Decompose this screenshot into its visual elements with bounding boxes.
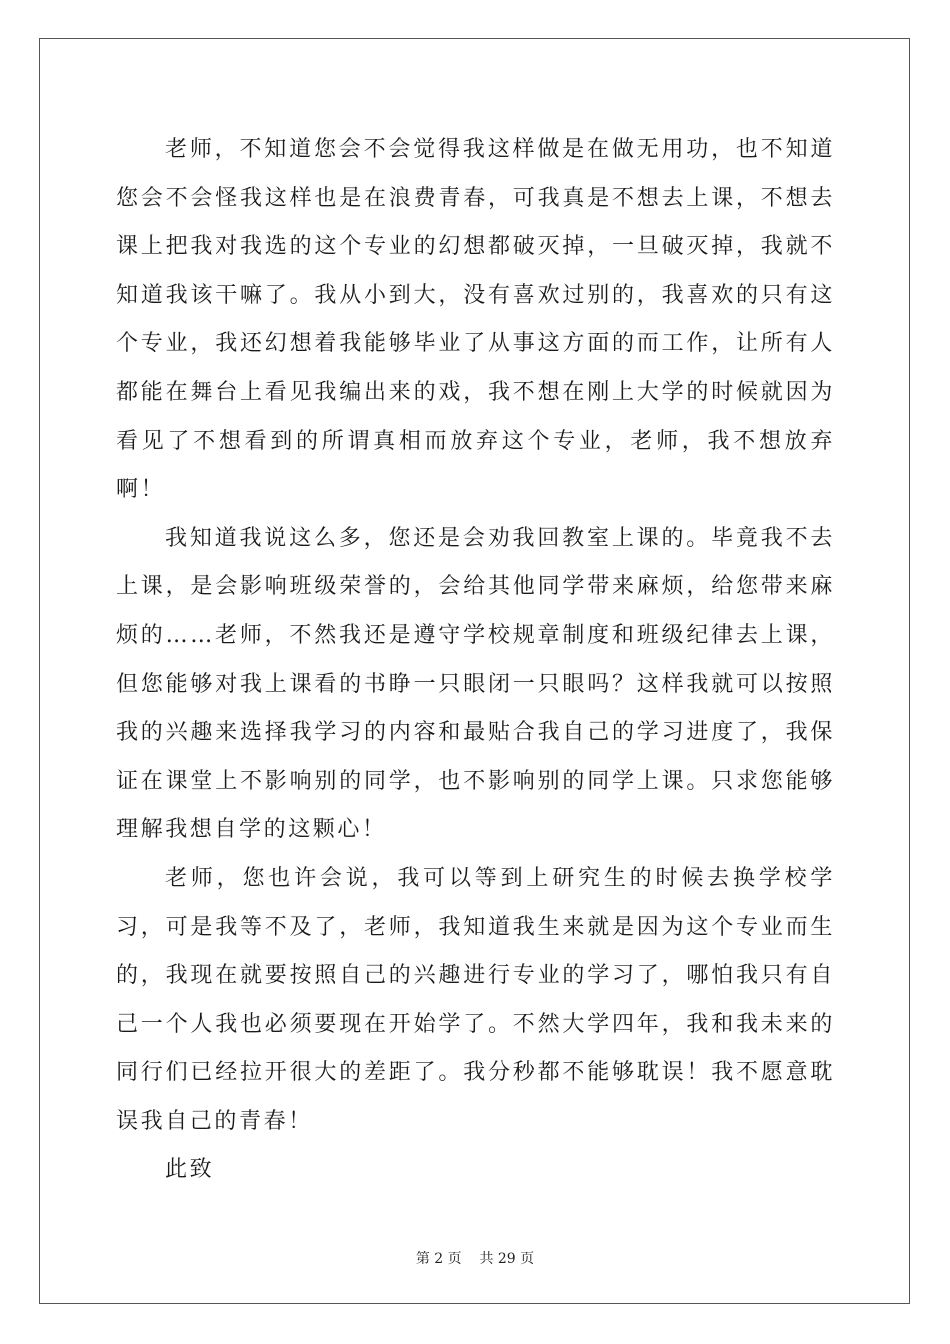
- closing-salutation: 此致: [165, 1157, 215, 1183]
- paragraph-3: 老师，您也许会说，我可以等到上研究生的时候去换学校学习，可是我等不及了，老师，我知道我生来就是因为这个专业而生的，我现在就要按照自己的兴趣进行专业的学习了，哪怕我只有自己一个人我也必须要现在开始学了。不然大学四年，我和我未来的同行们已经拉开很大的差距了。我分秒都不能够耽误！我不愿意耽误我自己的青春！: [116, 865, 835, 1134]
- document-body: [116, 126, 835, 1195]
- paragraph-1: 老师，不知道您会不会觉得我这样做是在做无用功，也不知道您会不会怪我这样也是在浪费青春，可我真是不想去上课，不想去课上把我对我选的这个专业的幻想都破灭掉，一旦破灭掉，我就不知道我该干嘛了。我从小到大，没有喜欢过别的，我喜欢的只有这个专业，我还幻想着我能够毕业了从事这方面的而工作，让所有人都能在舞台上看见我编出来的戏，我不想在刚上大学的时候就因为看见了不想看到的所谓真相而放弃这个专业，老师，我不想放弃啊！: [116, 137, 835, 503]
- page-footer: [0, 1248, 950, 1268]
- paragraph-2: 我知道我说这么多，您还是会劝我回教室上课的。毕竟我不去上课，是会影响班级荣誉的，会给其他同学带来麻烦，给您带来麻烦的……老师，不然我还是遵守学校规章制度和班级纪律去上课，但您能够对我上课看的书睁一只眼闭一只眼吗？这样我就可以按照我的兴趣来选择我学习的内容和最贴合我自己的学习进度了，我保证在课堂上不影响别的同学，也不影响别的同学上课。只求您能够理解我想自学的这颗心！: [116, 525, 835, 843]
- page-total: 共 29 页: [479, 1251, 535, 1267]
- page-number: 第 2 页: [415, 1251, 462, 1267]
